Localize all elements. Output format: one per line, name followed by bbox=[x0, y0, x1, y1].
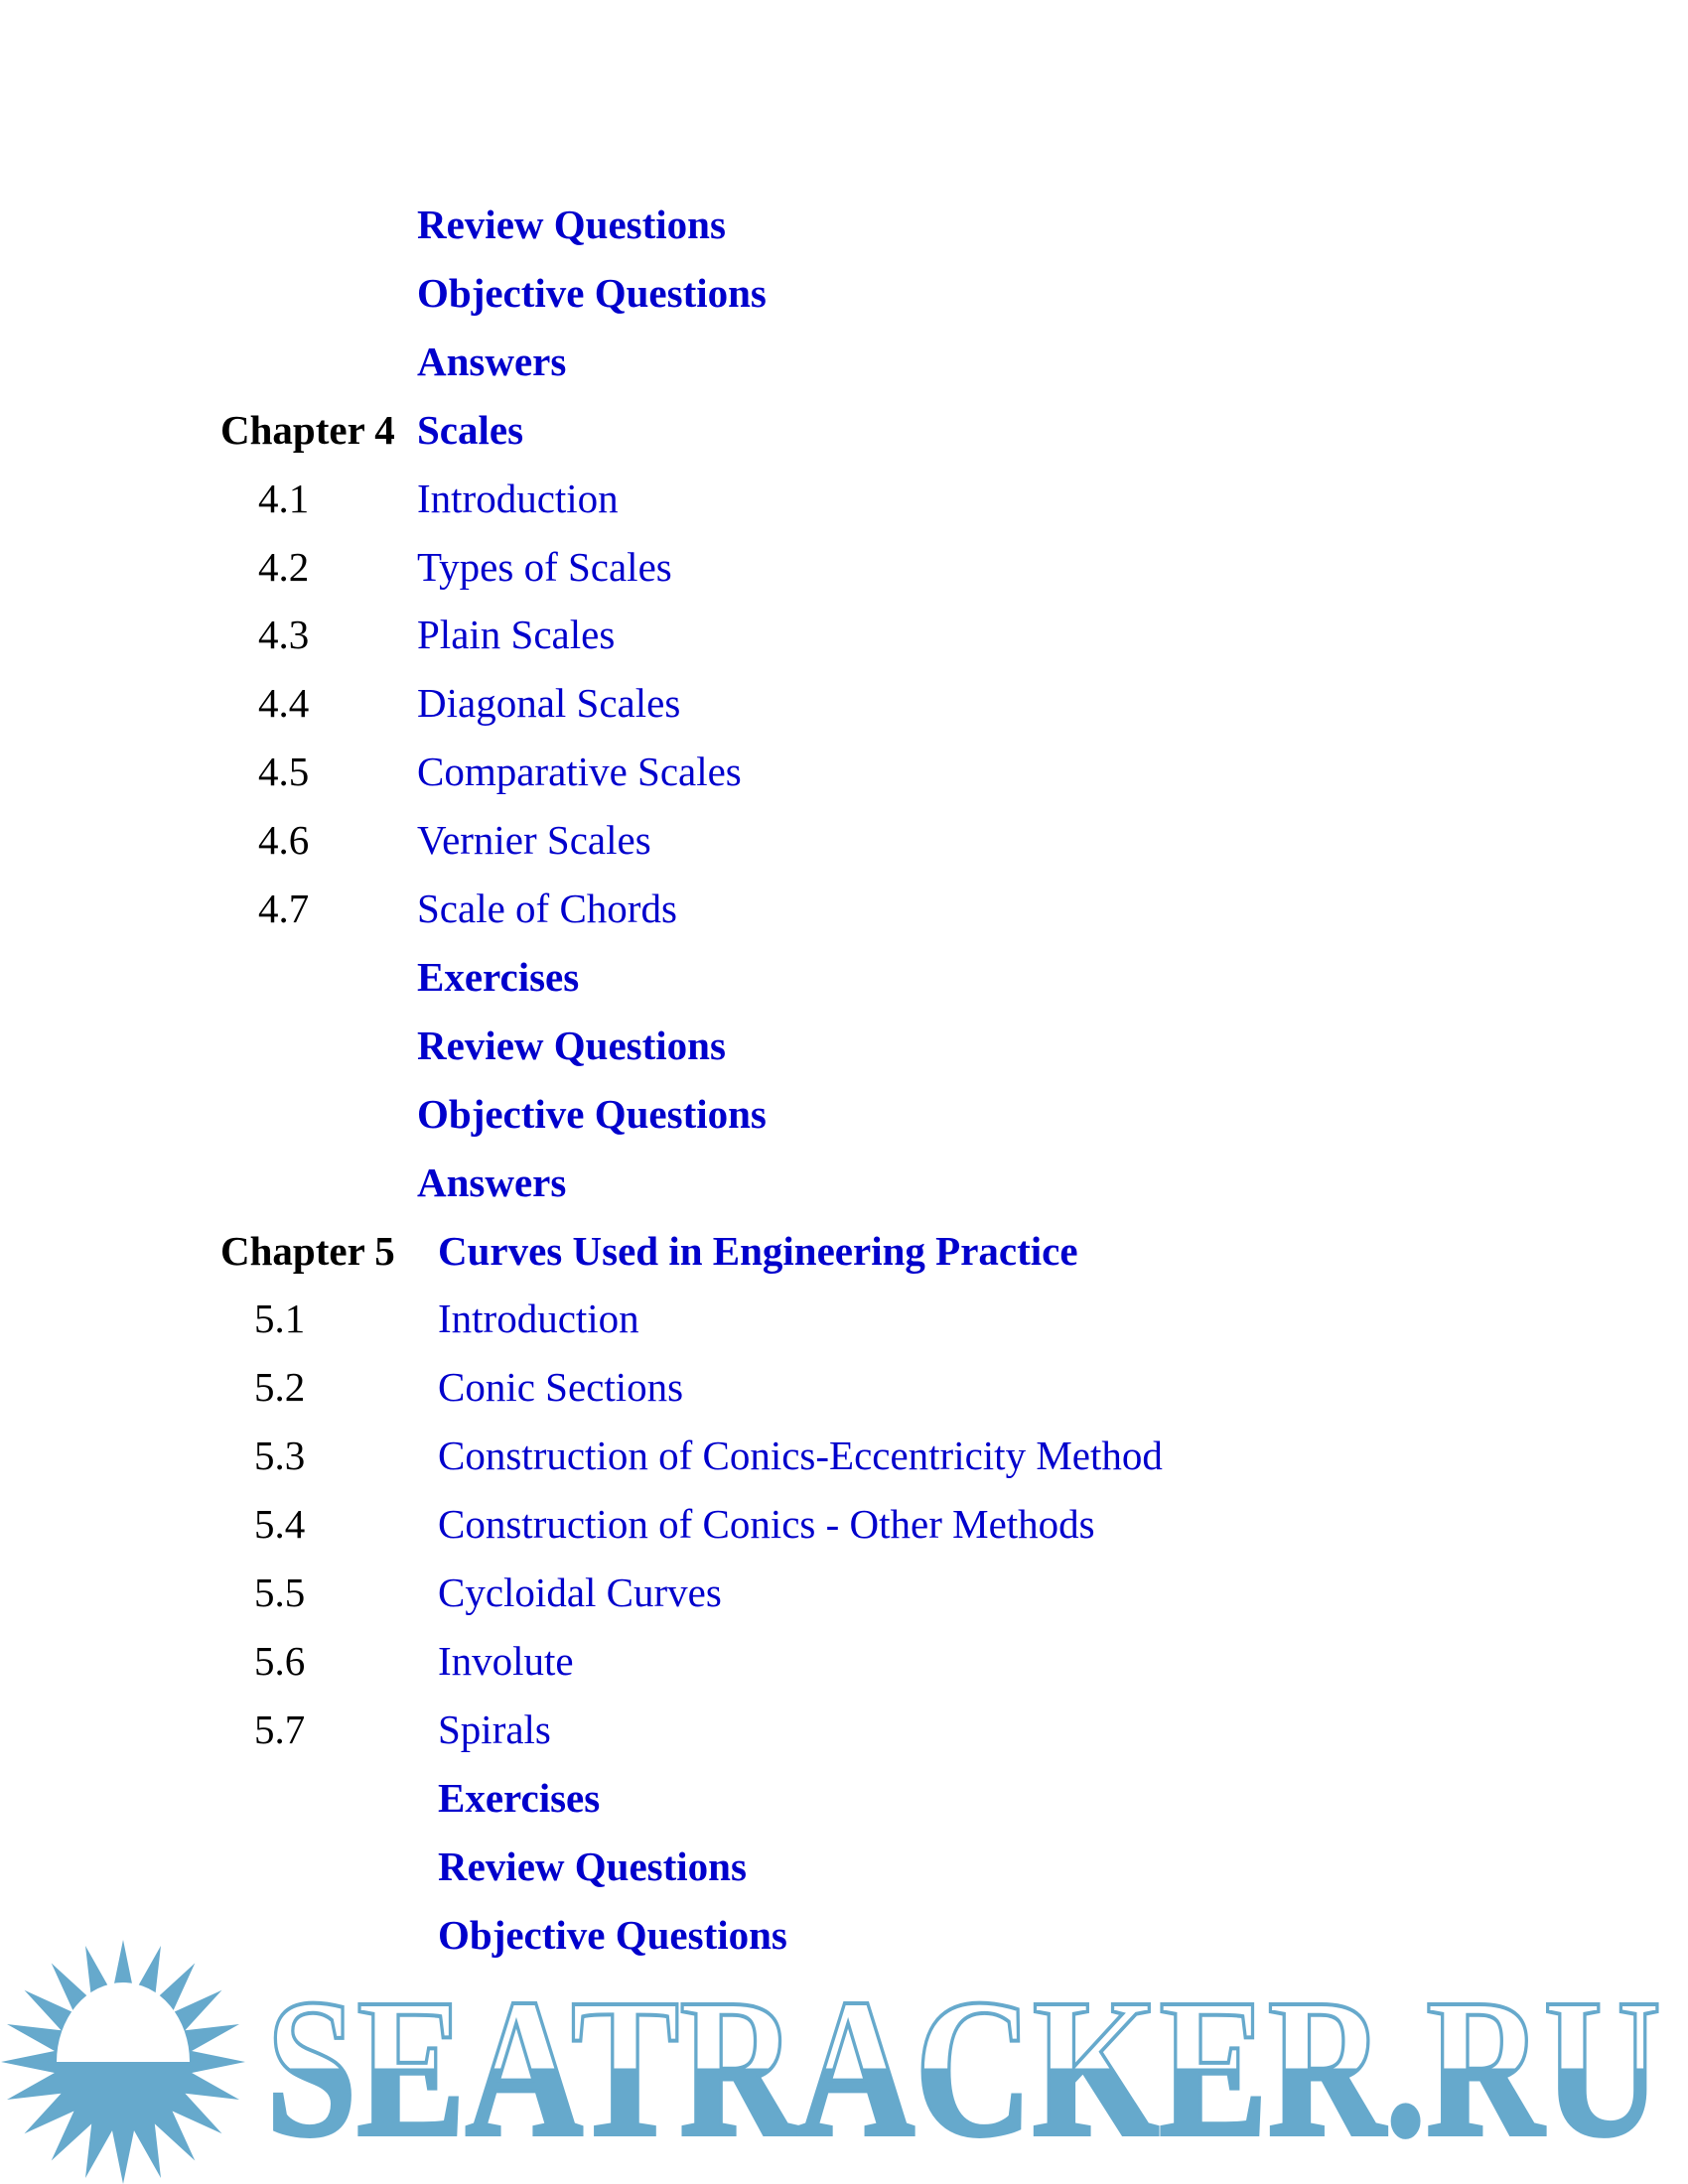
toc-link[interactable]: Review Questions bbox=[438, 1843, 747, 1889]
toc-link[interactable]: Involute bbox=[438, 1637, 574, 1684]
watermark-logo bbox=[0, 1936, 1688, 2184]
toc-link[interactable]: Construction of Conics - Other Methods bbox=[438, 1501, 1095, 1548]
toc-entry[interactable] bbox=[0, 1221, 1688, 1281]
toc-entry[interactable] bbox=[0, 537, 1688, 597]
toc-link[interactable]: Review Questions bbox=[417, 1022, 726, 1068]
toc-entry[interactable] bbox=[0, 263, 1688, 323]
toc-link[interactable]: Answers bbox=[417, 338, 567, 384]
toc-link[interactable]: Spirals bbox=[438, 1706, 551, 1752]
section-number: 5.1 bbox=[254, 1296, 306, 1342]
section-number: 4.5 bbox=[258, 749, 310, 795]
section-number: 4.2 bbox=[258, 543, 310, 590]
section-number: 4.7 bbox=[258, 886, 310, 931]
toc-link[interactable]: Curves Used in Engineering Practice bbox=[438, 1227, 1078, 1274]
toc-entry[interactable] bbox=[0, 332, 1688, 391]
toc-link[interactable]: Objective Questions bbox=[417, 1090, 767, 1137]
section-number: 5.2 bbox=[254, 1364, 306, 1411]
toc-entry[interactable] bbox=[0, 400, 1688, 460]
toc-entry[interactable] bbox=[0, 1016, 1688, 1075]
watermark-text: SEATRACKER.RU bbox=[266, 1959, 1661, 2178]
section-number: 5.5 bbox=[254, 1570, 306, 1615]
chapter-label: Chapter 5 bbox=[220, 1227, 395, 1274]
toc-link[interactable]: Comparative Scales bbox=[417, 749, 742, 795]
toc-entry[interactable] bbox=[0, 1289, 1688, 1348]
toc-entry[interactable] bbox=[0, 673, 1688, 733]
section-number: 5.4 bbox=[254, 1501, 306, 1548]
toc-link[interactable]: Scales bbox=[417, 406, 524, 453]
toc-link[interactable]: Review Questions bbox=[417, 202, 726, 247]
toc-link[interactable]: Exercises bbox=[417, 953, 580, 1000]
section-number: 4.3 bbox=[258, 612, 310, 658]
toc-entry[interactable] bbox=[0, 469, 1688, 528]
toc-link[interactable]: Scale of Chords bbox=[417, 886, 677, 931]
toc-link[interactable]: Diagonal Scales bbox=[417, 680, 681, 727]
toc-entry[interactable] bbox=[0, 1357, 1688, 1417]
toc-entry[interactable] bbox=[0, 1700, 1688, 1759]
chapter-label: Chapter 4 bbox=[220, 406, 395, 453]
toc-entry[interactable] bbox=[0, 1837, 1688, 1896]
toc-entry[interactable] bbox=[0, 947, 1688, 1007]
toc-link[interactable]: Cycloidal Curves bbox=[438, 1570, 722, 1615]
toc-entry[interactable] bbox=[0, 879, 1688, 938]
toc-entry[interactable] bbox=[0, 605, 1688, 664]
toc-link[interactable]: Objective Questions bbox=[417, 269, 767, 316]
toc-entry[interactable] bbox=[0, 1494, 1688, 1554]
toc-link[interactable]: Introduction bbox=[438, 1296, 639, 1342]
toc-entry[interactable] bbox=[0, 1631, 1688, 1691]
toc-entry[interactable] bbox=[0, 810, 1688, 870]
toc-entry[interactable] bbox=[0, 1563, 1688, 1622]
toc-entry[interactable] bbox=[0, 195, 1688, 254]
toc-entry[interactable] bbox=[0, 742, 1688, 801]
section-number: 4.6 bbox=[258, 817, 310, 864]
toc-link[interactable]: Answers bbox=[417, 1159, 567, 1205]
section-number: 4.1 bbox=[258, 475, 310, 521]
toc-link[interactable]: Exercises bbox=[438, 1774, 601, 1821]
sun-icon bbox=[1, 1940, 245, 2184]
toc-link[interactable]: Types of Scales bbox=[417, 543, 672, 590]
section-number: 5.7 bbox=[254, 1706, 306, 1752]
toc-entry[interactable] bbox=[0, 1084, 1688, 1144]
section-number: 5.6 bbox=[254, 1637, 306, 1684]
toc-link[interactable]: Plain Scales bbox=[417, 612, 616, 658]
toc-link[interactable]: Conic Sections bbox=[438, 1364, 684, 1411]
toc-link[interactable]: Vernier Scales bbox=[417, 817, 651, 864]
toc-entry[interactable] bbox=[0, 1426, 1688, 1485]
toc-link[interactable]: Introduction bbox=[417, 475, 619, 521]
toc-link[interactable]: Objective Questions bbox=[438, 1911, 787, 1958]
section-number: 4.4 bbox=[258, 680, 310, 727]
section-number: 5.3 bbox=[254, 1433, 306, 1479]
toc-entry[interactable] bbox=[0, 1768, 1688, 1828]
toc-entry[interactable] bbox=[0, 1153, 1688, 1212]
toc-link[interactable]: Construction of Conics-Eccentricity Method bbox=[438, 1433, 1163, 1479]
